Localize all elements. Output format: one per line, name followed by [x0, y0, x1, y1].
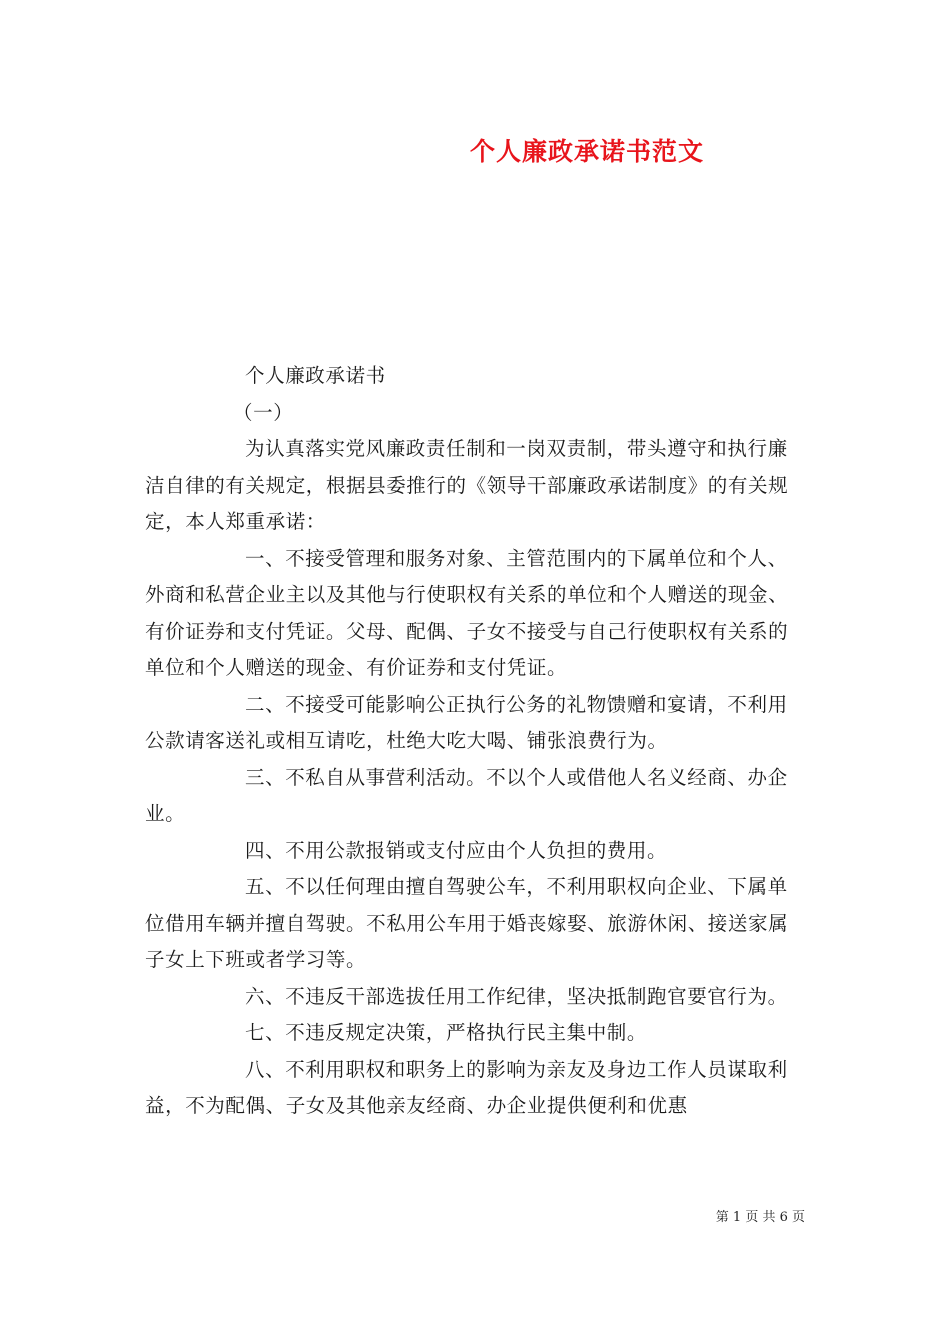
paragraph-5: 五、不以任何理由擅自驾驶公车，不利用职权向企业、下属单位借用车辆并擅自驾驶。不私用公车用于婚丧嫁娶、旅游休闲、接送家属子女上下班或者学习等。 [145, 875, 789, 971]
paragraph-intro: 为认真落实党风廉政责任制和一岗双责制，带头遵守和执行廉洁自律的有关规定，根据县委推行的《领导干部廉政承诺制度》的有关规定，本人郑重承诺： [145, 437, 789, 533]
paragraph-4: 四、不用公款报销或支付应由个人负担的费用。 [245, 838, 668, 862]
paragraph-1: 一、不接受管理和服务对象、主管范围内的下属单位和个人、外商和私营企业主以及其他与行使职权有关系的单位和个人赠送的现金、有价证券和支付凭证。父母、配偶、子女不接受与自己行使职权有关系的单位和个人赠送的现金、有价证券和支付凭证。 [145, 546, 789, 679]
paragraph-6: 六、不违反干部选拔任用工作纪律，坚决抵制跑官要官行为。 [245, 984, 788, 1008]
page-number-footer: 第 1 页 共 6 页 [715, 1210, 805, 1225]
section-number: （一） [233, 400, 294, 424]
document-title: 个人廉政承诺书范文 [470, 137, 705, 166]
paragraph-7: 七、不违反规定决策，严格执行民主集中制。 [245, 1021, 648, 1044]
paragraph-3: 三、不私自从事营利活动。不以个人或借他人名义经商、办企业。 [145, 765, 788, 825]
document-body [145, 358, 805, 1125]
paragraph-8: 八、不利用职权和职务上的影响为亲友及身边工作人员谋取利益，不为配偶、子女及其他亲友经商、办企业提供便利和优惠 [145, 1057, 788, 1117]
paragraph-2: 二、不接受可能影响公正执行公务的礼物馈赠和宴请，不利用公款请客送礼或相互请吃，杜绝大吃大喝、铺张浪费行为。 [145, 692, 788, 752]
subtitle: 个人廉政承诺书 [245, 364, 386, 387]
